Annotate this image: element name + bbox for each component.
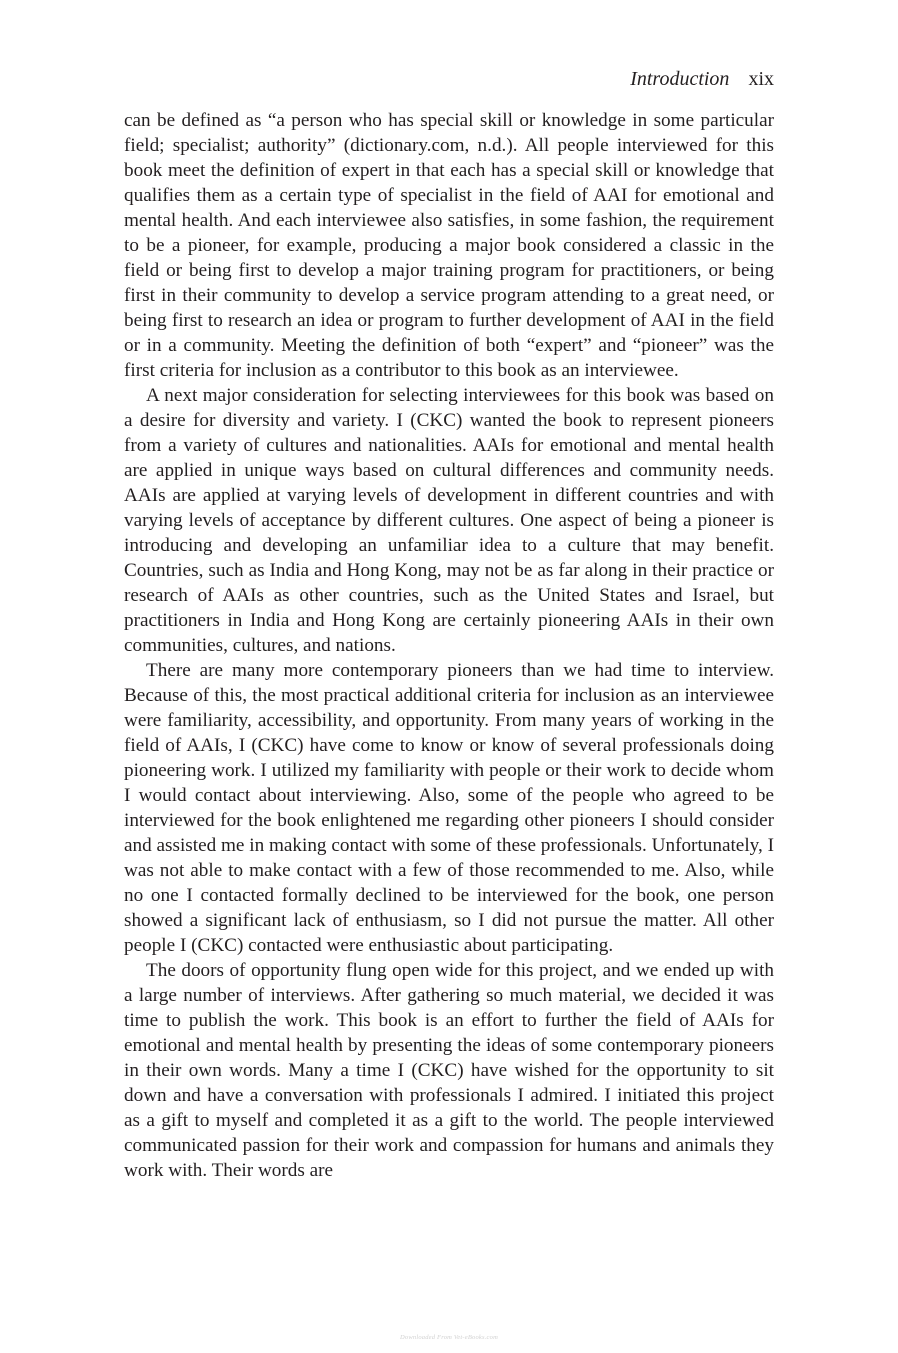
paragraph-continued: can be defined as “a person who has special skill or knowledge in some particular field; specialist; authority” (dictionary.com, n.d.). All people interviewed for this book meet the definition of expert in that each has a special skill or knowledge that qualifies them as a certain type of specialist in the field of AAI for emotional and mental health. And each interviewee also satisfies, in some fashion, the requirement to be a pioneer, for example, producing a major book considered a classic in the field or being first to develop a major training program for practitioners, or being first in their community to develop a service program attending to a great need, or being first to research an idea or program to further development of AAI in the field or in a community. Meeting the definition of both “expert” and “pioneer” was the first criteria for inclusion as a contributor to this book as an interviewee. xyxy=(124,110,774,381)
paragraph: The doors of opportunity flung open wide for this project, and we ended up with a large number of interviews. After gathering so much material, we decided it was time to publish the work. This book is an effort to further the field of AAIs for emotional and mental health by presenting the ideas of some contemporary pioneers in their own words. Many a time I (CKC) have wished for the opportunity to sit down and have a conversation with professionals I admired. I initiated this project as a gift to myself and completed it as a gift to the world. The people interviewed communicated passion for their work and compassion for humans and animals they work with. Their words are xyxy=(124,960,774,1181)
page-number: xix xyxy=(748,68,774,90)
paragraph: A next major consideration for selecting interviewees for this book was based on a desire for diversity and variety. I (CKC) wanted the book to represent pioneers from a variety of cultures and nationalities. AAIs for emotional and mental health are applied in unique ways based on cultural differences and community needs. AAIs are applied at varying levels of development in different countries and with varying levels of acceptance by different cultures. One aspect of being a pioneer is introducing and developing an unfamiliar idea to a culture that may benefit. Countries, such as India and Hong Kong, may not be as far along in their practice or research of AAIs as other countries, such as the United States and Israel, but practitioners in India and Hong Kong are certainly pioneering AAIs in their own communities, cultures, and nations. xyxy=(124,385,774,656)
chapter-title: Introduction xyxy=(630,68,730,90)
paragraph: There are many more contemporary pioneers than we had time to interview. Because of this, the most practical additional criteria for inclusion as an interviewee were familiarity, accessibility, and opportunity. From many years of working in the field of AAIs, I (CKC) have come to know or know of several professionals doing pioneering work. I utilized my familiarity with people or their work to decide whom I would contact about interviewing. Also, some of the people who agreed to be interviewed for the book enlightened me regarding other pioneers I should consider and assisted me in making contact with some of these professionals. Unfortunately, I was not able to make contact with a few of those recommended to me. Also, while no one I contacted formally declined to be interviewed for the book, one person showed a significant lack of enthusiasm, so I did not pursue the matter. All other people I (CKC) contacted were enthusiastic about participating. xyxy=(124,660,774,956)
body-text xyxy=(124,108,774,1183)
running-head xyxy=(630,66,774,92)
download-watermark: Downloaded From Vet-eBooks.com xyxy=(399,1334,498,1341)
